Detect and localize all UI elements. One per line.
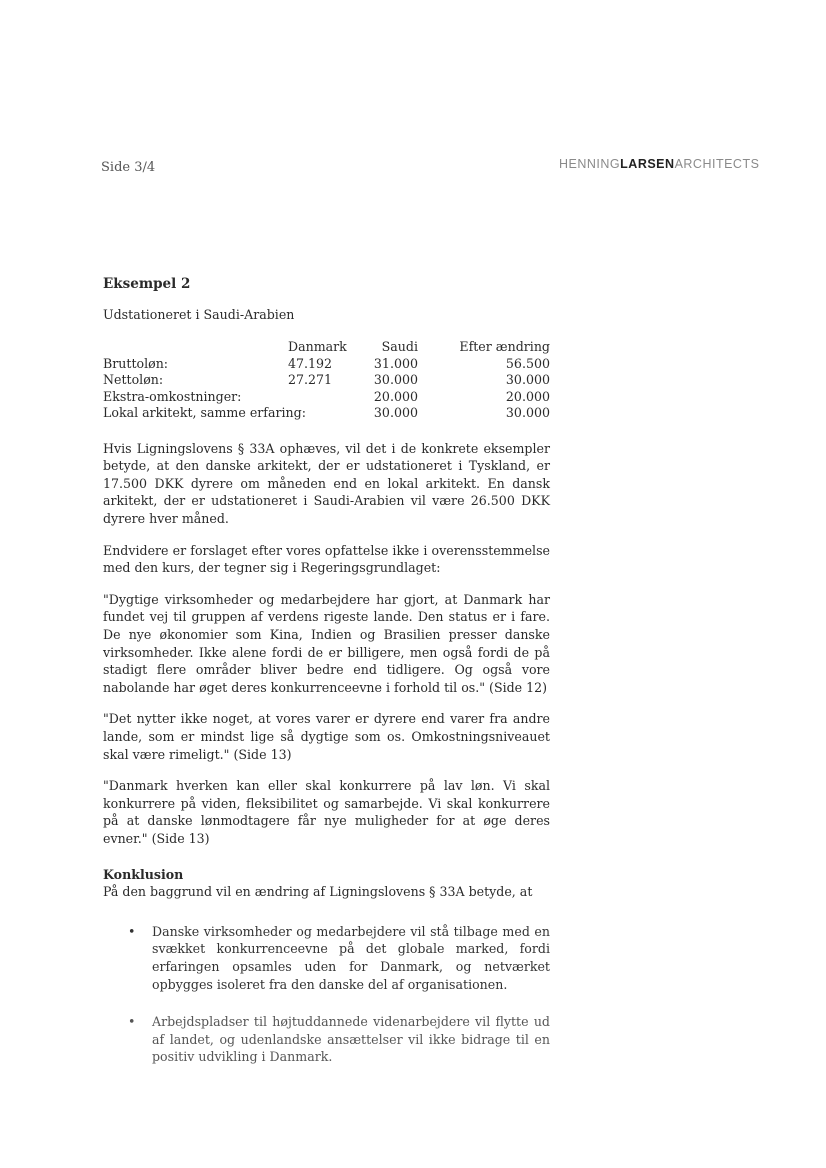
table-cell: 30.000 <box>505 405 550 421</box>
logo-part-architects: ARCHITECTS <box>674 157 760 171</box>
table-cell: 47.192 <box>288 355 333 371</box>
table-header-cell <box>103 339 288 356</box>
example-heading: Eksempel 2 <box>103 276 191 292</box>
table-cell: 30.000 <box>373 405 418 421</box>
table-cell: Nettoløn: <box>103 372 164 388</box>
table-cell: 31.000 <box>373 355 418 371</box>
table-header-cell: Saudi <box>381 339 418 355</box>
table-cell: Bruttoløn: <box>103 355 169 371</box>
conclusion-bullet-list <box>103 923 550 1066</box>
table-cell: 20.000 <box>505 388 550 404</box>
salary-table <box>103 339 550 422</box>
table-header-row <box>103 339 550 356</box>
table-cell: 27.271 <box>288 372 333 388</box>
table-cell: 30.000 <box>373 372 418 388</box>
page-number: Side 3/4 <box>101 160 156 175</box>
table-row <box>103 405 550 422</box>
table-cell: Lokal arkitekt, samme erfaring: <box>103 405 306 421</box>
logo-part-larsen: LARSEN <box>620 157 675 171</box>
list-item: • Danske virksomheder og medarbejdere vil stå tilbage med en svækket konkurrenceevne på det globale marked, fordi erfaringen opsamles uden for Danmark, og netværket opbygges isoleret fra den danske del af organisationen. <box>126 923 550 993</box>
table-cell <box>288 389 358 406</box>
table-cell: 20.000 <box>373 388 418 404</box>
quote-paragraph: "Dygtige virksomheder og medarbejdere har gjort, at Danmark har fundet vej til gruppen af verdens rigeste lande. Den status er i fare. De nye økonomier som Kina, Indien og Brasilien presser danske virksomheder. Ikke alene fordi de er billigere, men også fordi de på stadigt flere områder bliver bedre end tidligere. Og også vore nabolande har øget deres konkurrenceevne i forhold til os." (Side 12) <box>103 591 550 695</box>
table-row <box>103 389 550 406</box>
table-cell: 56.500 <box>505 355 550 371</box>
quote-paragraph: "Danmark hverken kan eller skal konkurrere på lav løn. Vi skal konkurrere på viden, fleksibilitet og samarbejde. Vi skal konkurrere på at danske lønmodtagere får nye muligheder for at øge deres evner." (Side 13) <box>103 778 550 846</box>
example-subheading: Udstationeret i Saudi-Arabien <box>103 306 295 322</box>
document-body <box>103 276 550 1086</box>
conclusion-intro: På den baggrund vil en ændring af Ligningslovens § 33A betyde, at <box>103 884 533 900</box>
table-header-cell: Danmark <box>288 339 347 355</box>
table-cell: 30.000 <box>505 372 550 388</box>
company-logo <box>559 157 759 171</box>
quote-paragraph: "Det nytter ikke noget, at vores varer er dyrere end varer fra andre lande, som er mindst lige så dygtige som os. Omkostningsniveauet skal være rimeligt." (Side 13) <box>103 711 550 762</box>
list-item: • Arbejdspladser til højtuddannede videnarbejdere vil flytte ud af landet, og udenlandske ansættelser vil ikke bidrage til en positiv udvikling i Danmark. <box>126 1013 550 1066</box>
logo-part-henning: HENNING <box>559 157 621 171</box>
paragraph-conclusion-example: Hvis Ligningslovens § 33A ophæves, vil det i de konkrete eksempler betyde, at den danske arkitekt, der er udstationeret i Tyskland, er 17.500 DKK dyrere om måneden end en lokal arkitekt. En dansk arkitekt, der er udstationeret i Saudi-Arabien vil være 26.500 DKK dyrere hver måned. <box>103 440 550 527</box>
conclusion-heading: Konklusion <box>103 866 184 882</box>
table-row <box>103 356 550 373</box>
paragraph-government-intro: Endvidere er forslaget efter vores opfattelse ikke i overensstemmelse med den kurs, der tegner sig i Regeringsgrundlaget: <box>103 542 550 576</box>
table-row <box>103 372 550 389</box>
table-header-cell: Efter ændring <box>459 339 550 355</box>
table-cell: Ekstra-omkostninger: <box>103 388 242 404</box>
